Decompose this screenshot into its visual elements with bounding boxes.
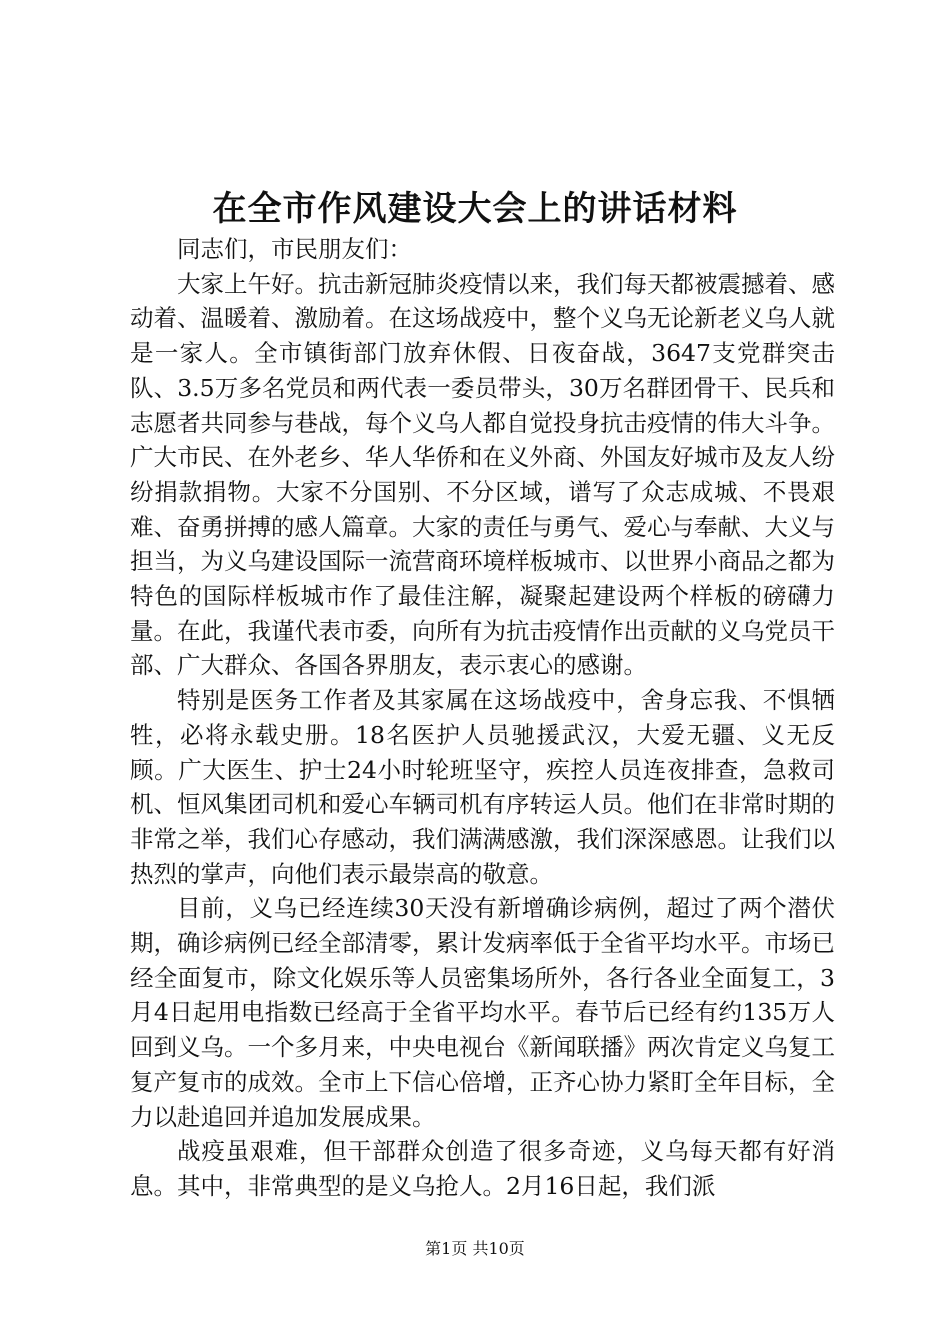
body-paragraph: 战疫虽艰难，但干部群众创造了很多奇迹，义乌每天都有好消息。其中，非常典型的是义乌抢人。2月16日起，我们派 (130, 1137, 835, 1200)
salutation-paragraph: 同志们，市民朋友们： (177, 235, 412, 263)
document-title: 在全市作风建设大会上的讲话材料 (212, 189, 738, 229)
page-number-footer: 第1页 共10页 (425, 1239, 525, 1258)
body-paragraph: 大家上午好。抗击新冠肺炎疫情以来，我们每天都被震撼着、感动着、温暖着、激励着。在这场战疫中，整个义乌无论新老义乌人就是一家人。全市镇街部门放弃休假、日夜奋战，3647支党群突击队、3.5万多名党员和两代表一委员带头，30万名群团骨干、民兵和志愿者共同参与巷战，每个义乌人都自觉投身抗击疫情的伟大斗争。广大市民、在外老乡、华人华侨和在义外商、外国友好城市及友人纷纷捐款捐物。大家不分国别、不分区域，谱写了众志成城、不畏艰难、奋勇拼搏的感人篇章。大家的责任与勇气、爱心与奉献、大义与担当，为义乌建设国际一流营商环境样板城市、以世界小商品之都为特色的国际样板城市作了最佳注解，凝聚起建设两个样板的磅礴力量。在此，我谨代表市委，向所有为抗击疫情作出贡献的义乌党员干部、广大群众、各国各界朋友，表示衷心的感谢。 (130, 269, 835, 680)
document-body (130, 232, 835, 1204)
body-paragraph: 目前，义乌已经连续30天没有新增确诊病例，超过了两个潜伏期，确诊病例已经全部清零，累计发病率低于全省平均水平。市场已经全面复市，除文化娱乐等人员密集场所外，各行各业全面复工，3月4日起用电指数已经高于全省平均水平。春节后已经有约135万人回到义乌。一个多月来，中央电视台《新闻联播》两次肯定义乌复工复产复市的成效。全市上下信心倍增，正齐心协力紧盯全年目标，全力以赴追回并追加发展成果。 (130, 894, 835, 1131)
body-paragraph: 特别是医务工作者及其家属在这场战疫中，舍身忘我、不惧牺牲，必将永载史册。18名医护人员驰援武汉，大爱无疆、义无反顾。广大医生、护士24小时轮班坚守，疾控人员连夜排查，急救司机、恒风集团司机和爱心车辆司机有序转运人员。他们在非常时期的非常之举，我们心存感动，我们满满感激，我们深深感恩。让我们以热烈的掌声，向他们表示最崇高的敬意。 (130, 686, 835, 888)
